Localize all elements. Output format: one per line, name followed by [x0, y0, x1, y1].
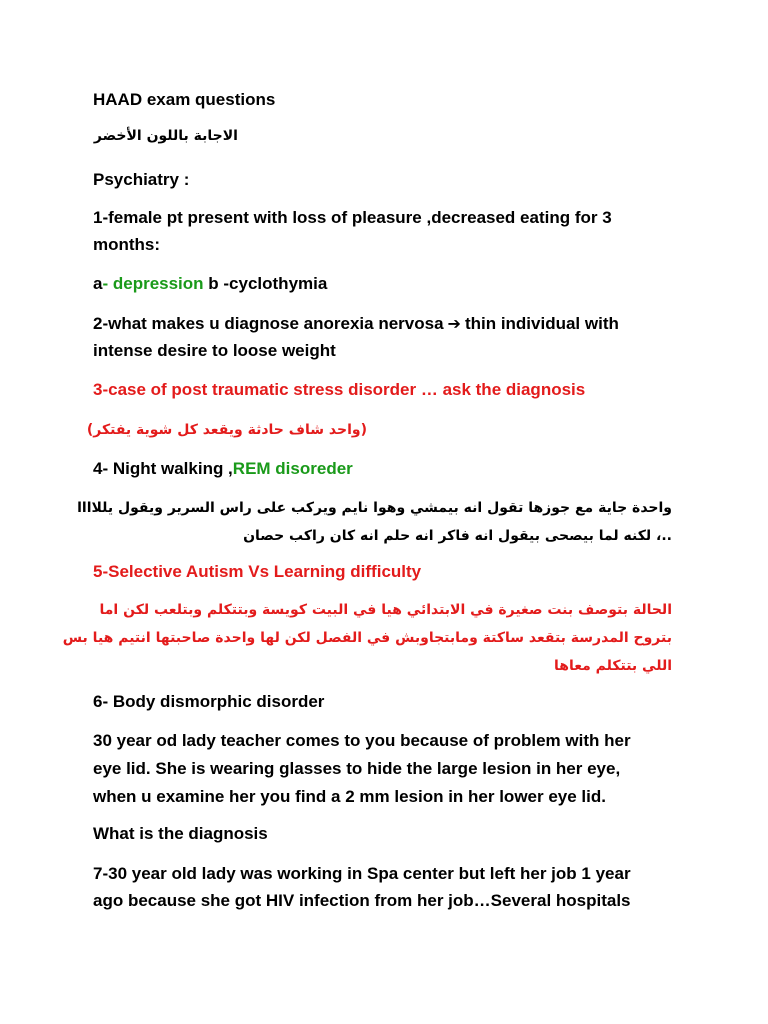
question-1-line-2: months:	[93, 235, 161, 254]
right-arrow-icon: ➔	[447, 316, 461, 333]
question-5-arabic-line-1: الحالة بتوصف بنت صغيرة في الابتدائي هيا في البيت كويسة وبتتكلم وبتلعب لكن اما	[99, 602, 672, 618]
question-5-arabic-line-2: بتروح المدرسة بتقعد ساكتة ومابتجاوبش في الفصل لكن لها واحدة صاحبتها انتيم هيا بس	[62, 630, 672, 646]
question-2-answer: thin individual with	[464, 314, 619, 333]
question-4	[93, 455, 693, 482]
question-6-body-line-3: when u examine her you find a 2 mm lesion in her lower eye lid.	[93, 787, 606, 806]
question-7-line-2: ago because she got HIV infection from her job…Several hospitals	[93, 891, 631, 910]
arabic-note: الاجابة باللون الأخضر	[93, 128, 238, 144]
question-7-line-1: 7-30 year old lady was working in Spa center but left her job 1 year	[93, 864, 631, 883]
question-6-body-line-2: eye lid. She is wearing glasses to hide the large lesion in her eye,	[93, 759, 621, 778]
document-title: HAAD exam questions	[93, 90, 276, 109]
question-4-answer: REM disoreder	[232, 459, 353, 478]
question-4-arabic-line-1: واحدة جاية مع جوزها تقول انه بيمشي وهوا نايم ويركب على راس السرير ويقول يللاااا	[77, 500, 672, 516]
question-6: 6- Body dismorphic disorder	[93, 692, 325, 711]
question-6-body-line-1: 30 year od lady teacher comes to you because of problem with her	[93, 731, 631, 750]
question-6-prompt: What is the diagnosis	[93, 824, 268, 843]
question-2-line-2: intense desire to loose weight	[93, 341, 336, 360]
section-heading: Psychiatry :	[93, 170, 190, 189]
question-1-options	[93, 270, 693, 297]
option-a-prefix: a	[93, 274, 103, 293]
question-3-arabic: (واحد شاف حادثة ويقعد كل شوية يفتكر)	[86, 422, 367, 438]
question-2-line-1	[93, 310, 693, 338]
option-a-answer: - depression	[102, 274, 204, 293]
question-2-text: 2-what makes u diagnose anorexia nervosa	[93, 314, 444, 333]
question-5-arabic-line-3: اللي بتتكلم معاها	[554, 658, 672, 674]
option-b: b -cyclothymia	[203, 274, 328, 293]
question-3: 3-case of post traumatic stress disorder … ask the diagnosis	[93, 380, 586, 399]
question-1-line-1: 1-female pt present with loss of pleasure ,decreased eating for 3	[93, 208, 612, 227]
question-5: 5-Selective Autism Vs Learning difficulty	[93, 562, 422, 581]
question-4-arabic-line-2: ..، لكنه لما بيصحى بيقول انه فاكر انه حلم انه كان راكب حصان	[243, 528, 672, 544]
question-4-text: 4- Night walking ,	[93, 459, 233, 478]
